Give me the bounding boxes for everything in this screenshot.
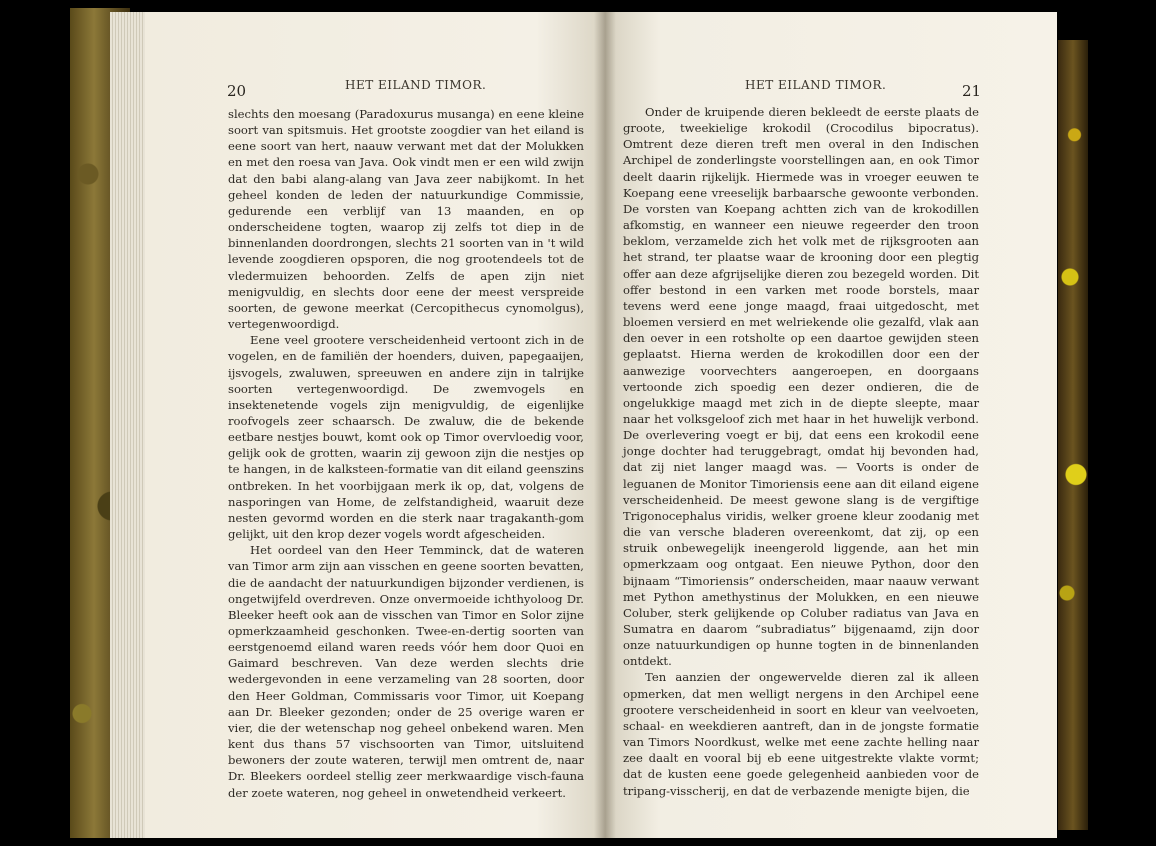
book-gutter <box>594 12 616 838</box>
running-head: HET EILAND TIMOR. <box>345 78 487 92</box>
paragraph: Ten aanzien der ongewervelde dieren zal ik alleen opmerken, dat men welligt nergens in den Archipel eene grootere verscheidenheid in soort en kleur van veelvoeten, schaal- en weekdieren aantreft, dan in de jongste formatie van Timors Noordkust, welke met eene zachte helling naar zee daalt en vooral bij eb eene uitgestrekte vlakte vormt; dat de kusten eene goede gelegenheid aanbieden voor de tripang-visscherij, en dat de verbazende menigte bijen, die <box>623 670 979 798</box>
page-number: 20 <box>227 82 247 100</box>
right-text-block <box>623 104 979 799</box>
paragraph: slechts den moesang (Paradoxurus musanga) en eene kleine soort van spitsmuis. Het grootste zoogdier van het eiland is eene soort van hert, naauw verwant met dat der Molukken en met den roesa van Java. Ook vindt men er een wild zwijn dat den babi alang-alang van Java zeer nabijkomt. In het geheel konden de leden der natuurkundige Commissie, gedurende een verblijf van 13 maanden, en op onderscheidene togten, waarop zij zelfs tot diep in de binnenlanden doordrongen, slechts 21 soorten van in 't wild levende zoogdieren opsporen, die nog grootendeels tot de vledermuizen behoorden. Zelfs de apen zijn niet menigvuldig, en slechts door eene der meest verspreide soorten, de gewone meerkat (Cercopithecus cynomolgus), vertegenwoordigd. <box>228 107 584 332</box>
right-page <box>605 12 1057 838</box>
page-edges <box>110 12 150 838</box>
book-cover-right <box>1058 40 1088 830</box>
page-number: 21 <box>962 82 982 100</box>
paragraph: Onder de kruipende dieren bekleedt de eerste plaats de groote, tweekielige krokodil (Crocodilus bipocratus). Omtrent deze dieren treft men overal in den Indischen Archipel de zonderlingste voorstellingen aan, en ook Timor deelt daarin rijkelijk. Hiermede was in vroeger eeuwen te Koepang eene vreeselijk barbaarsche gewoonte verbonden. De vorsten van Koepang achtten zich van de krokodillen afkomstig, en wanneer een nieuwe regeerder den troon beklom, verzamelde zich het volk met de rijksgrooten aan het strand, ter plaatse waar de krooning door een plegtig offer aan deze afgrijselijke dieren zou bezegeld worden. Dit offer bestond in een varken met roode borstels, maar tevens werd eene jonge maagd, fraai uitgedoscht, met bloemen versierd en met welriekende olie gezalfd, vlak aan den oever in een rotsholte op een daartoe gewijden steen geplaatst. Hierna werden de krokodillen door een der aanwezige voorvechters aangeroepen, en doorgaans vertoonde zich spoedig een dezer ondieren, die de ongelukkige maagd met zich in de diepte sleepte, maar naar het volksgeloof zich met haar in het huwelijk verbond. De overlevering voegt er bij, dat eens een krokodil eene jonge dochter had teruggebragt, omdat hij bevonden had, dat zij niet langer maagd was. — Voorts is onder de leguanen de Monitor Timoriensis eene aan dit eiland eigene verscheidenheid. De meest gewone slang is de vergiftige Trigonocephalus viridis, welker groene kleur zoodanig met die van versche bladeren overeenkomt, dat zij, op een struik onbewegelijk ineengerold liggende, aan het min opmerkzaam oog ontgaat. Een nieuwe Python, door den bijnaam “Timoriensis” onderscheiden, maar naauw verwant met Python amethystinus der Molukken, en een nieuwe Coluber, sterk gelijkende op Coluber radiatus van Java en Sumatra en daarom “subradiatus” bijgenaamd, zijn door onze natuurkundigen op hunne togten in de binnenlanden ontdekt. <box>623 105 979 669</box>
paragraph: Het oordeel van den Heer Temminck, dat de wateren van Timor arm zijn aan visschen en geene soorten bevatten, die de aandacht der natuurkundigen bijzonder verdienen, is ongetwijfeld overdreven. Onze onvermoeide ichthyoloog Dr. Bleeker heeft ook aan de visschen van Timor en Solor zijne opmerkzaamheid geschonken. Twee-en-dertig soorten van eerstgenoemd eiland waren reeds vóór hem door Quoi en Gaimard beschreven. Van deze werden slechts drie wedergevonden in eene verzameling van 28 soorten, door den Heer Goldman, Commissaris voor Timor, uit Koepang aan Dr. Bleeker gezonden; onder de 25 overige waren er vier, die der wetenschap nog geheel onbekend waren. Men kent dus thans 57 vischsoorten van Timor, uitsluitend bewoners der zoute wateren, terwijl men omtrent de, naar Dr. Bleekers oordeel stellig zeer merkwaardige visch-fauna der zoete wateren, nog geheel in onwetendheid verkeert. <box>228 543 584 800</box>
running-head: HET EILAND TIMOR. <box>745 78 887 92</box>
left-text-block <box>228 106 584 801</box>
left-page <box>145 12 605 838</box>
paragraph: Eene veel grootere verscheidenheid vertoont zich in de vogelen, en de familiën der hoenders, duiven, papegaaijen, ijsvogels, zwaluwen, spreeuwen en andere zijn in talrijke soorten vertegenwoordigd. De zwemvogels en insektenetende vogels zijn menigvuldig, de eigenlijke roofvogels zeer schaarsch. De zwaluw, die de bekende eetbare nestjes bouwt, komt ook op Timor overvloedig voor, gelijk ook de grotten, waarin zij gewoon zijn die nestjes op te hangen, in de kalksteen-formatie van dit eiland geenszins ontbreken. In het voorbijgaan merk ik op, dat, volgens de nasporingen van Home, de zelfstandigheid, waaruit deze nesten gevormd worden en die sterk naar tragakanth-gom gelijkt, uit den krop dezer vogels wordt afgescheiden. <box>228 333 584 542</box>
